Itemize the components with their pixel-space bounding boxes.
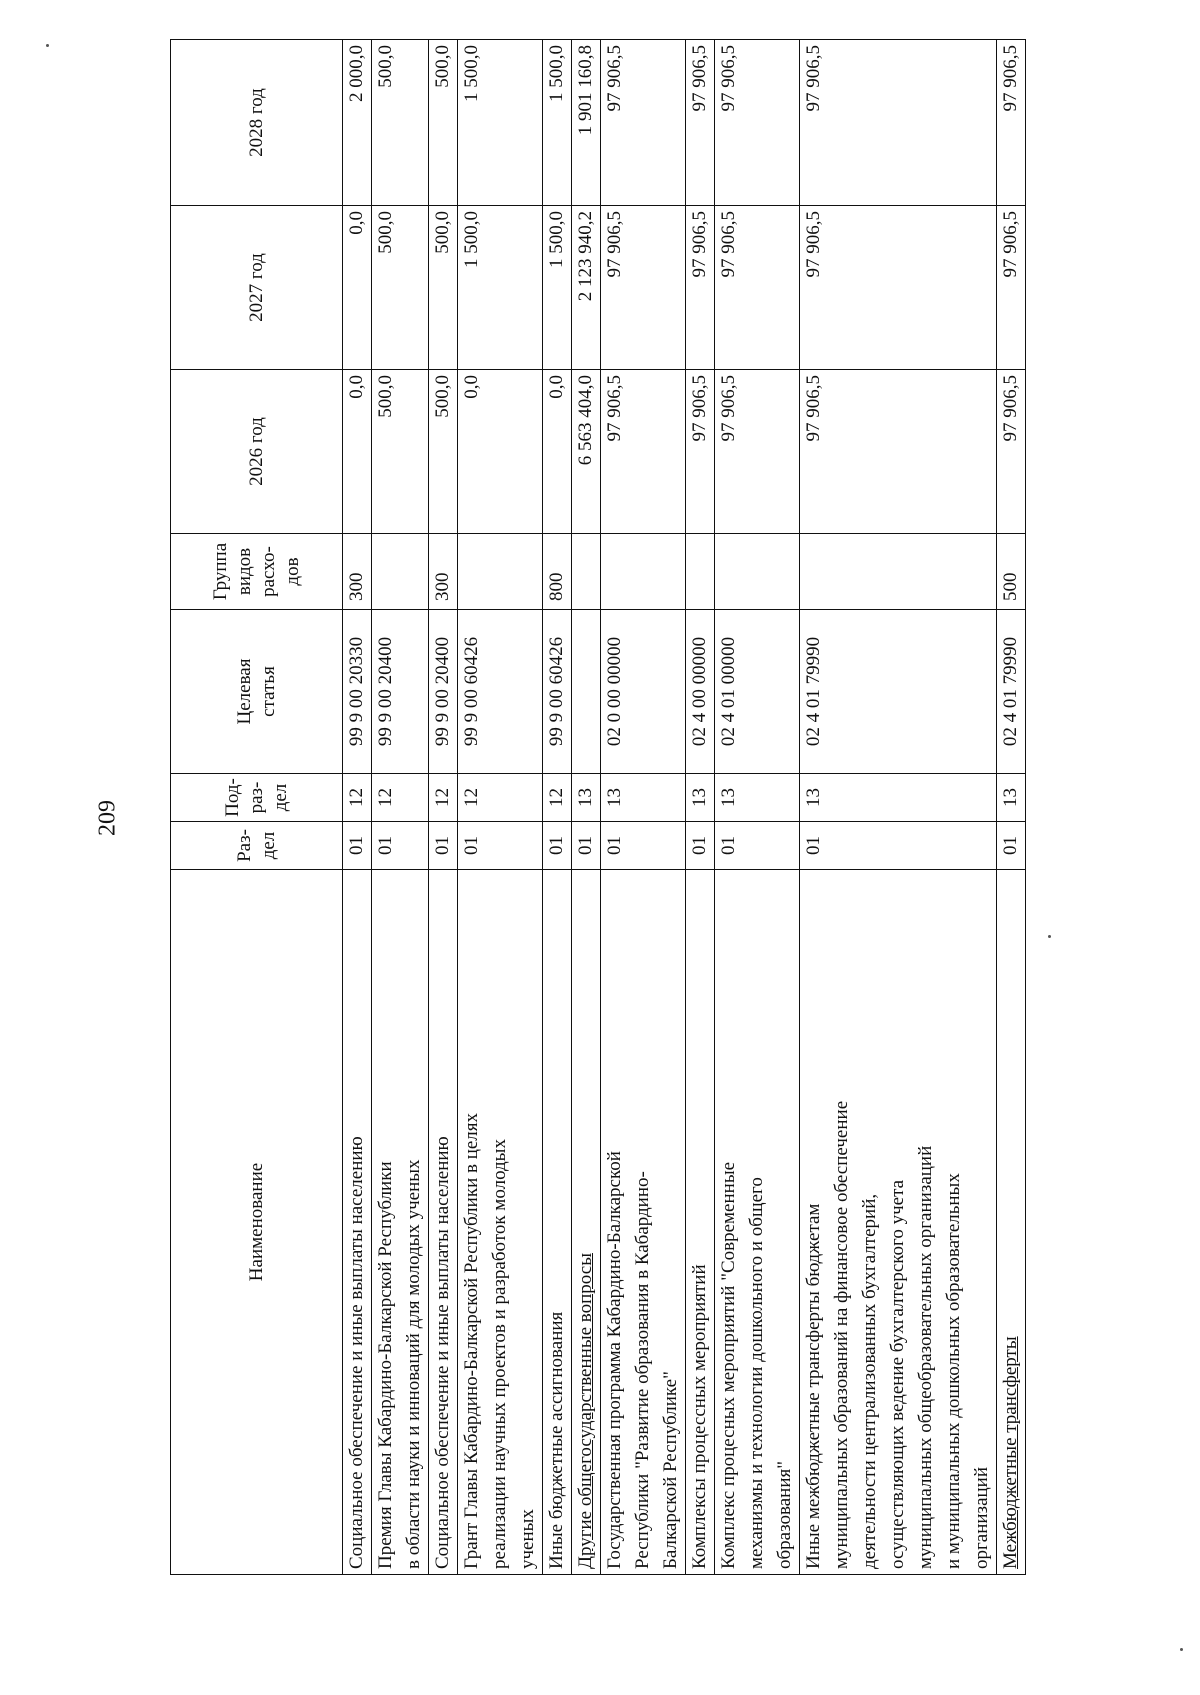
- row-expense-group: [458, 534, 543, 610]
- header-name: Наименование: [171, 870, 343, 1575]
- row-name: Комплекс процесных мероприятий "Современные механизмы и технологии дошкольного и общего образования": [715, 870, 800, 1575]
- row-year-2028: 500,0: [372, 40, 429, 206]
- row-target-article: 02 0 00 00000: [601, 610, 686, 774]
- row-year-2026: 97 906,5: [686, 370, 715, 534]
- row-year-2026: 97 906,5: [601, 370, 686, 534]
- row-target-article: 99 9 00 60426: [458, 610, 543, 774]
- row-expense-group: 300: [429, 534, 458, 610]
- row-name: Другие общегосударственные вопросы: [572, 870, 601, 1575]
- row-razdel: 01: [343, 822, 372, 870]
- table-row: [572, 40, 601, 1575]
- row-razdel: 01: [429, 822, 458, 870]
- table-row: [997, 40, 1026, 1575]
- table-row: [458, 40, 543, 1575]
- budget-table: [170, 39, 1026, 1575]
- table-row: [343, 40, 372, 1575]
- row-name: Социальное обеспечение и иные выплаты населению: [343, 870, 372, 1575]
- row-razdel: 01: [572, 822, 601, 870]
- row-year-2028: 1 901 160,8: [572, 40, 601, 206]
- row-year-2028: 500,0: [429, 40, 458, 206]
- row-expense-group: [601, 534, 686, 610]
- row-podrazdel: 13: [715, 774, 800, 822]
- header-year-2027: 2027 год: [171, 206, 343, 370]
- row-year-2027: 0,0: [343, 206, 372, 370]
- row-expense-group: 500: [997, 534, 1026, 610]
- row-year-2028: 97 906,5: [601, 40, 686, 206]
- scan-speck: [46, 44, 49, 47]
- rotated-table-container: [170, 40, 1021, 1575]
- row-year-2028: 1 500,0: [543, 40, 572, 206]
- table-row: [372, 40, 429, 1575]
- row-name: Иные межбюджетные трансферты бюджетам муниципальных образований на финансовое обеспечение деятельности централизованных бухгалтерий, осуществляющих ведение бухгалтерского учета муниципальных общеобразовательных организаций и муниципальных дошкольных образовательных организаций: [800, 870, 997, 1575]
- row-podrazdel: 13: [997, 774, 1026, 822]
- row-razdel: 01: [372, 822, 429, 870]
- row-podrazdel: 12: [429, 774, 458, 822]
- row-target-article: 02 4 00 00000: [686, 610, 715, 774]
- row-year-2026: 0,0: [458, 370, 543, 534]
- table-row: [686, 40, 715, 1575]
- row-name: Премия Главы Кабардино-Балкарской Республики в области науки и инноваций для молодых ученых: [372, 870, 429, 1575]
- row-expense-group: 800: [543, 534, 572, 610]
- header-year-2026: 2026 год: [171, 370, 343, 534]
- row-year-2028: 97 906,5: [715, 40, 800, 206]
- row-year-2027: 97 906,5: [715, 206, 800, 370]
- row-year-2027: 500,0: [372, 206, 429, 370]
- row-expense-group: [800, 534, 997, 610]
- row-target-article: 02 4 01 00000: [715, 610, 800, 774]
- row-year-2026: 0,0: [543, 370, 572, 534]
- row-target-article: 99 9 00 60426: [543, 610, 572, 774]
- table-row: [429, 40, 458, 1575]
- row-year-2026: 97 906,5: [997, 370, 1026, 534]
- row-name: Комплексы процессных мероприятий: [686, 870, 715, 1575]
- row-name: Иные бюджетные ассигнования: [543, 870, 572, 1575]
- row-razdel: 01: [601, 822, 686, 870]
- row-expense-group: [686, 534, 715, 610]
- row-year-2027: 500,0: [429, 206, 458, 370]
- row-expense-group: [572, 534, 601, 610]
- row-target-article: [572, 610, 601, 774]
- row-target-article: 99 9 00 20400: [372, 610, 429, 774]
- row-podrazdel: 13: [686, 774, 715, 822]
- row-year-2028: 97 906,5: [997, 40, 1026, 206]
- row-year-2027: 97 906,5: [800, 206, 997, 370]
- row-year-2026: 97 906,5: [800, 370, 997, 534]
- header-target-article: Целевая статья: [171, 610, 343, 774]
- row-year-2028: 1 500,0: [458, 40, 543, 206]
- row-year-2026: 97 906,5: [715, 370, 800, 534]
- row-year-2027: 97 906,5: [997, 206, 1026, 370]
- scan-speck: [1180, 1648, 1183, 1651]
- row-year-2027: 2 123 940,2: [572, 206, 601, 370]
- row-razdel: 01: [458, 822, 543, 870]
- row-name: Социальное обеспечение и иные выплаты населению: [429, 870, 458, 1575]
- row-podrazdel: 12: [343, 774, 372, 822]
- row-expense-group: 300: [343, 534, 372, 610]
- page-number: 209: [94, 800, 121, 836]
- row-razdel: 01: [800, 822, 997, 870]
- header-razdel: Раз- дел: [171, 822, 343, 870]
- row-name: Государственная программа Кабардино-Балкарской Республики "Развитие образования в Кабардино- Балкарской Республике": [601, 870, 686, 1575]
- row-target-article: 02 4 01 79990: [997, 610, 1026, 774]
- row-year-2026: 500,0: [429, 370, 458, 534]
- row-year-2026: 500,0: [372, 370, 429, 534]
- table-row: [543, 40, 572, 1575]
- table-row: [601, 40, 686, 1575]
- row-podrazdel: 13: [601, 774, 686, 822]
- row-year-2027: 1 500,0: [458, 206, 543, 370]
- row-podrazdel: 13: [800, 774, 997, 822]
- row-year-2026: 6 563 404,0: [572, 370, 601, 534]
- row-year-2026: 0,0: [343, 370, 372, 534]
- row-razdel: 01: [715, 822, 800, 870]
- table-row: [800, 40, 997, 1575]
- header-expense-group: Группа видов расхо- дов: [171, 534, 343, 610]
- row-name: Грант Главы Кабардино-Балкарской Республики в целях реализации научных проектов и разработок молодых ученых: [458, 870, 543, 1575]
- row-expense-group: [372, 534, 429, 610]
- row-target-article: 99 9 00 20400: [429, 610, 458, 774]
- row-year-2027: 97 906,5: [686, 206, 715, 370]
- row-podrazdel: 12: [458, 774, 543, 822]
- header-row: [171, 40, 343, 1575]
- scan-speck: [1048, 935, 1051, 938]
- row-target-article: 99 9 00 20330: [343, 610, 372, 774]
- table-body: [343, 40, 1026, 1575]
- row-year-2027: 97 906,5: [601, 206, 686, 370]
- row-podrazdel: 13: [572, 774, 601, 822]
- header-year-2028: 2028 год: [171, 40, 343, 206]
- row-razdel: 01: [543, 822, 572, 870]
- row-podrazdel: 12: [543, 774, 572, 822]
- row-year-2027: 1 500,0: [543, 206, 572, 370]
- row-razdel: 01: [997, 822, 1026, 870]
- row-year-2028: 97 906,5: [686, 40, 715, 206]
- row-year-2028: 2 000,0: [343, 40, 372, 206]
- row-target-article: 02 4 01 79990: [800, 610, 997, 774]
- table-row: [715, 40, 800, 1575]
- row-razdel: 01: [686, 822, 715, 870]
- row-year-2028: 97 906,5: [800, 40, 997, 206]
- row-expense-group: [715, 534, 800, 610]
- row-podrazdel: 12: [372, 774, 429, 822]
- header-podrazdel: Под- раз- дел: [171, 774, 343, 822]
- row-name: Межбюджетные трансферты: [997, 870, 1026, 1575]
